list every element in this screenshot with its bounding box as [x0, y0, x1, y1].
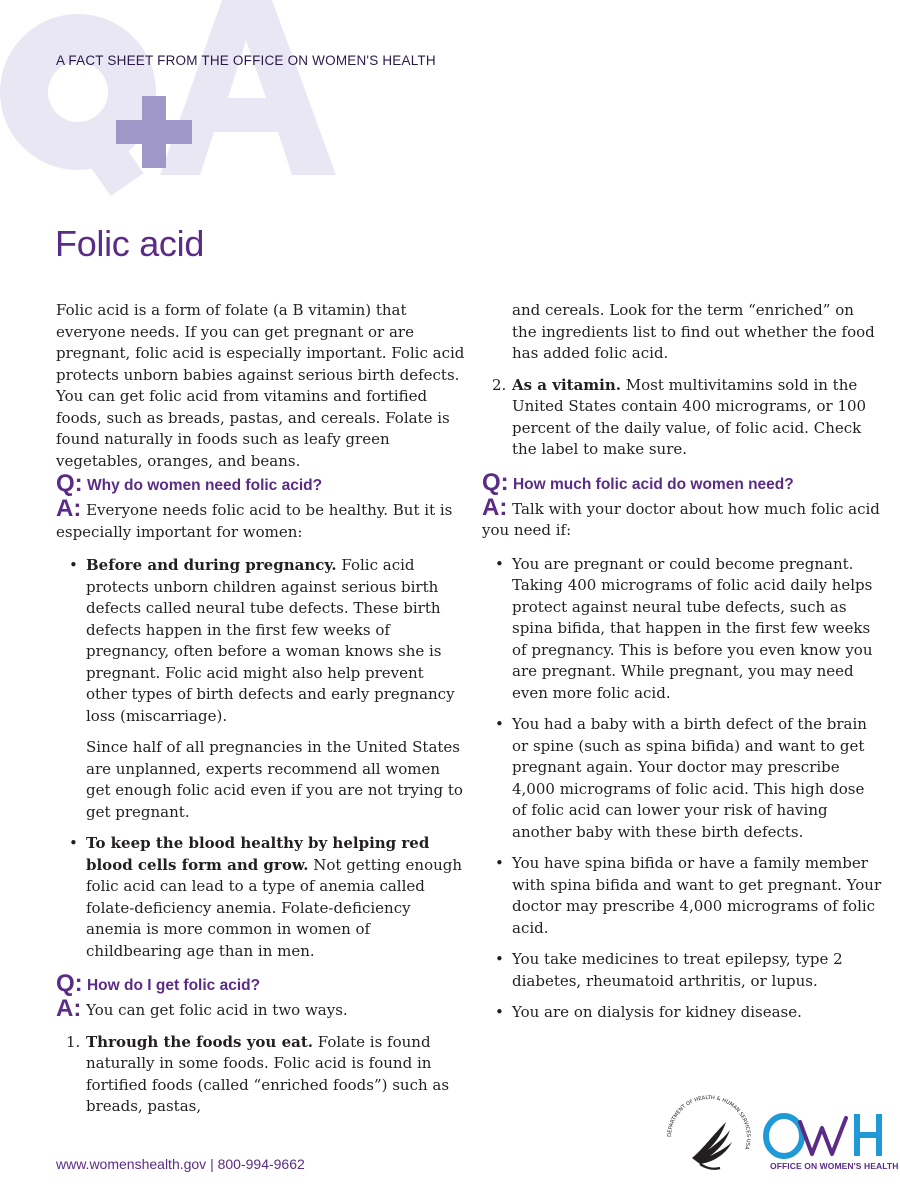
owh-caption: OFFICE ON WOMEN'S HEALTH — [770, 1161, 899, 1171]
answer-how-get — [56, 995, 466, 1022]
qa-watermark-graphic — [0, 0, 340, 200]
item-text: Folate is found naturally in some foods. Folic acid is found in fortified foods (called “enriched foods”) such as breads, pastas, — [86, 1032, 450, 1115]
answer-how-much — [482, 493, 882, 542]
bullet-extra-paragraph: Since half of all pregnancies in the United States are unplanned, experts recommend all women get enough folic acid even if you are not trying to get pregnant. — [86, 738, 463, 821]
question-why — [56, 472, 466, 498]
list-item: • You have spina bifida or have a family member with spina bifida and want to get pregnant. Your doctor may prescribe 4,000 micrograms of folic acid. — [512, 853, 882, 939]
q-label: Q: — [56, 970, 83, 997]
list-item: • You had a baby with a birth defect of the brain or spine (such as spina bifida) and want to get pregnant again. Your doctor may prescribe 4,000 micrograms of folic acid. This high dose of folic acid can lower your risk of having another baby with these birth defects. — [512, 714, 882, 843]
fact-sheet-kicker: A FACT SHEET FROM THE OFFICE ON WOMEN'S HEALTH — [56, 53, 436, 68]
a-label: A: — [56, 495, 82, 522]
list-item: • You are on dialysis for kidney disease. — [512, 1002, 882, 1024]
list-item: • You are pregnant or could become pregnant. Taking 400 micrograms of folic acid daily helps protect against neural tube defects, such as spina bifida, that happen in the first few weeks of pregnancy. This is before you even know you are pregnant. While pregnant, you may need even more folic acid. — [512, 554, 882, 705]
item-number: 2. — [492, 375, 507, 394]
question-how-get — [56, 972, 466, 998]
bullet-bold: To keep the blood healthy by helping red blood cells form and grow. — [86, 834, 430, 874]
q-label: Q: — [482, 468, 509, 496]
bullet-text: Not getting enough folic acid can lead to a type of anemia called folate-deficiency anemia. Folate-deficiency anemia is more common in women of childbearing age than in men. — [86, 855, 463, 960]
seal-ring-text: DEPARTMENT OF HEALTH & HUMAN SERVICES·USA — [666, 1094, 752, 1151]
list-item-continued: and cereals. Look for the term “enriched” on the ingredients list to find out whether the food has added folic acid. — [512, 301, 875, 362]
right-column — [482, 300, 882, 1034]
list-item — [492, 375, 882, 461]
answer-text: You can get folic acid in two ways. — [86, 1001, 348, 1019]
footer-contact[interactable]: www.womenshealth.gov | 800-994-9662 — [56, 1156, 305, 1172]
a-label: A: — [482, 493, 508, 521]
question-text: Why do women need folic acid? — [86, 477, 323, 494]
how-much-bullet-list — [482, 554, 882, 1024]
question-text: How much folic acid do women need? — [512, 475, 794, 493]
bullet-bold: Before and during pregnancy. — [86, 556, 337, 574]
why-bullet-list — [56, 555, 466, 962]
ways-numbered-list — [56, 1032, 466, 1118]
list-item: • You take medicines to treat epilepsy, type 2 diabetes, rheumatoid arthritis, or lupus. — [512, 949, 882, 992]
question-how-much — [482, 468, 882, 497]
hhs-seal-logo — [664, 1092, 754, 1182]
question-text: How do I get folic acid? — [86, 977, 261, 994]
answer-text: Talk with your doctor about how much folic acid you need if: — [482, 499, 880, 539]
q-label: Q: — [56, 470, 83, 497]
item-text: Most multivitamins sold in the United States contain 400 micrograms, or 100 percent of the daily value, of folic acid. Check the label to make sure. — [512, 375, 867, 458]
item-bold: Through the foods you eat. — [86, 1032, 313, 1051]
list-item — [86, 833, 466, 962]
page-title: Folic acid — [55, 223, 205, 264]
bullet-text: Folic acid protects unborn children against serious birth defects called neural tube defects. These birth defects happen in the first few weeks of pregnancy, often before a woman knows she is pregnant. Folic acid might also help prevent other types of birth defects and early pregnancy loss (miscarriage). — [86, 556, 455, 725]
answer-text: Everyone needs folic acid to be healthy. But it is especially important for women: — [56, 501, 453, 541]
a-label: A: — [56, 995, 82, 1022]
answer-why — [56, 495, 466, 543]
list-item — [66, 1032, 466, 1118]
item-number: 1. — [66, 1032, 81, 1051]
ways-numbered-list-continued — [482, 375, 882, 461]
item-bold: As a vitamin. — [512, 375, 622, 394]
left-column — [56, 300, 466, 1128]
intro-paragraph: Folic acid is a form of folate (a B vitamin) that everyone needs. If you can get pregnant or are pregnant, folic acid is especially important. Folic acid protects unborn babies against serious birth defects. You can get folic acid from vitamins and fortified foods, such as breads, pastas, and cereals. Folate is found naturally in foods such as leafy green vegetables, oranges, and beans. — [56, 301, 465, 470]
list-item — [86, 555, 466, 823]
